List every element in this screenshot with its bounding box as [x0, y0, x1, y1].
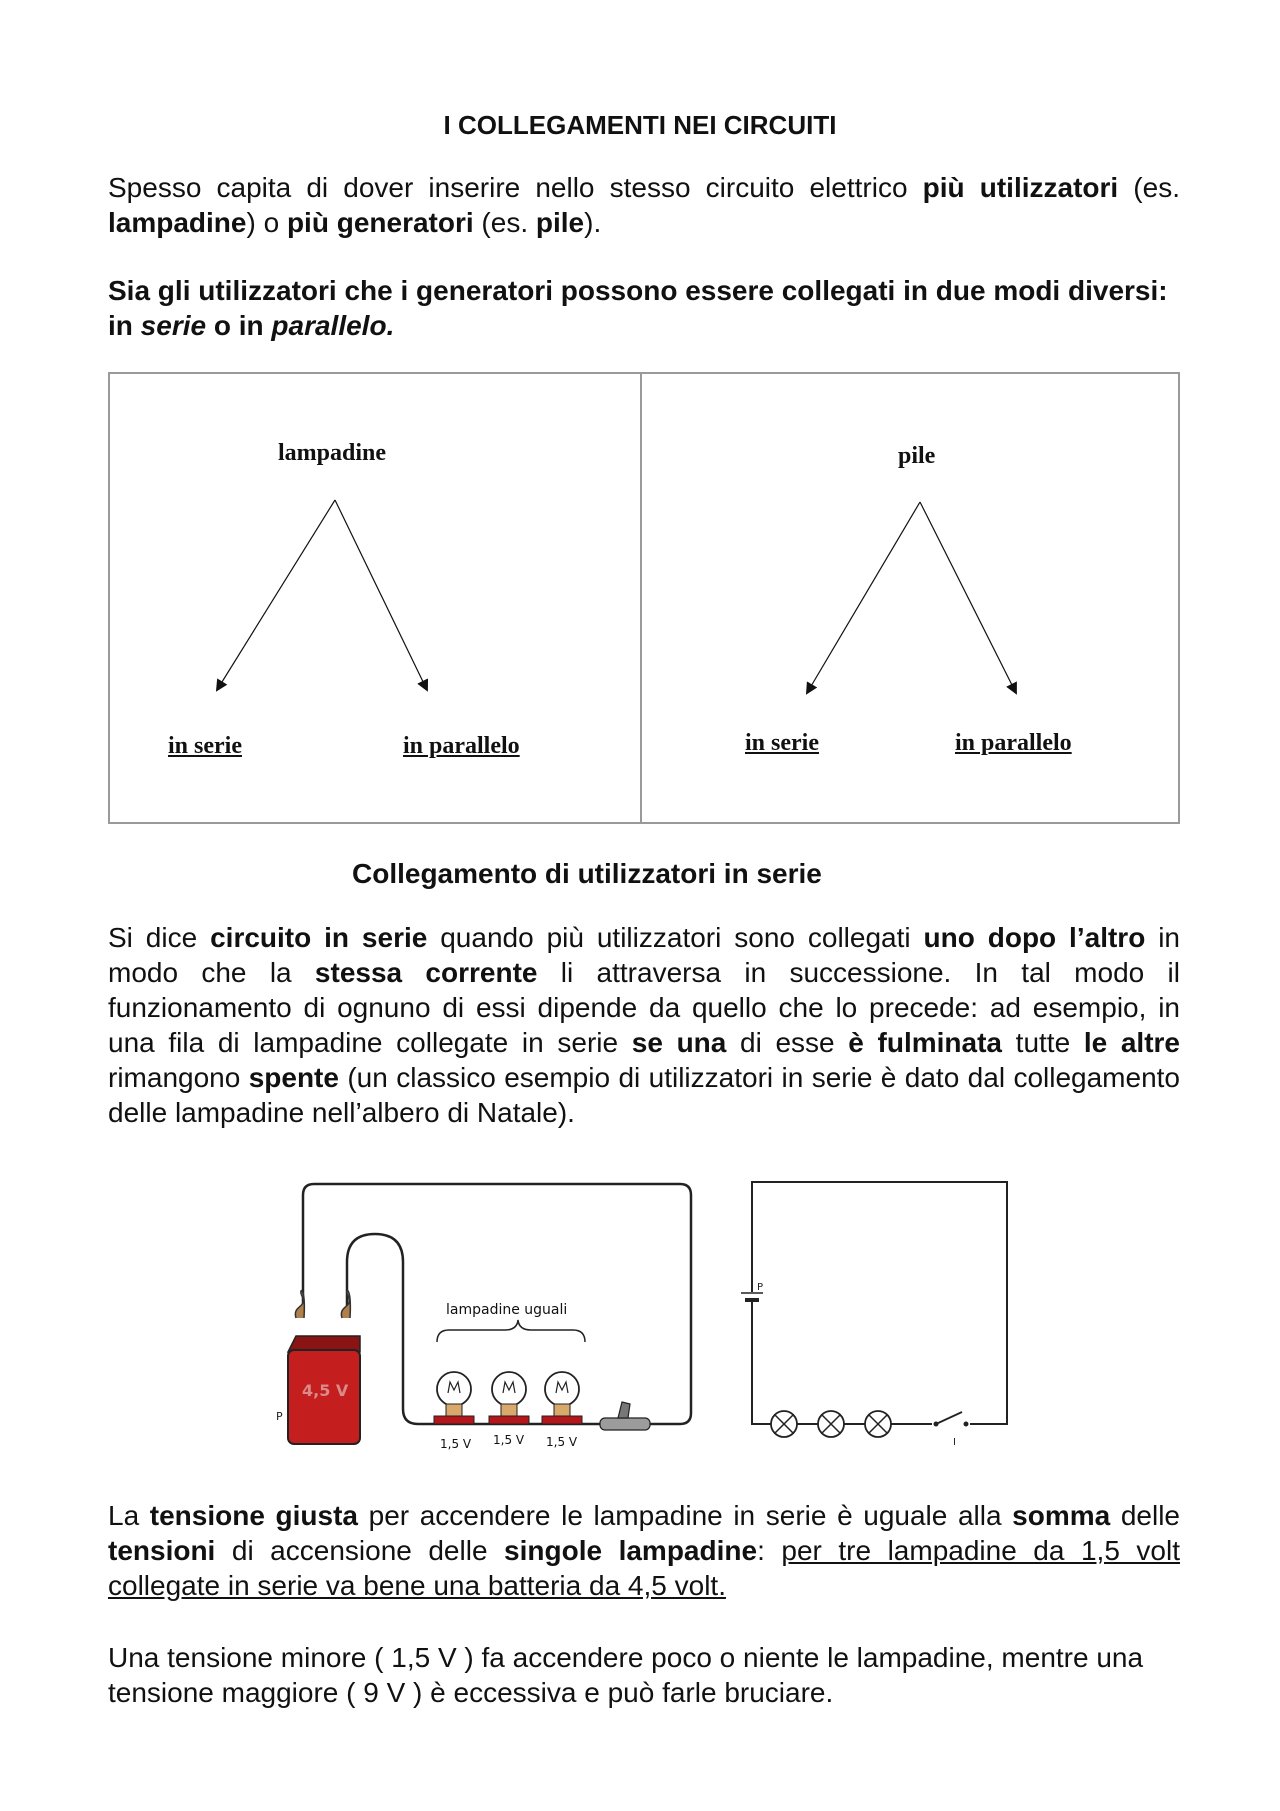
series-text: rimangono	[108, 1062, 249, 1093]
intro-bold: lampadine	[108, 207, 247, 238]
series-bold: stessa corrente	[314, 957, 538, 988]
voltage-paragraph	[108, 1498, 1180, 1603]
schematic-lamp-2	[818, 1411, 844, 1437]
battery-voltage-label: 4,5 V	[302, 1381, 349, 1400]
series-bold: spente	[248, 1062, 339, 1093]
bulbs-label: lampadine uguali	[446, 1302, 568, 1318]
schematic-lamp-3	[865, 1411, 891, 1437]
modes-italic: parallelo.	[271, 310, 395, 341]
schematic-battery-mark: P	[757, 1282, 764, 1293]
intro-text: (es.	[1118, 172, 1180, 203]
schematic-lamp-1	[771, 1411, 797, 1437]
schematic-circuit	[752, 1182, 1007, 1424]
intro-text: (es.	[473, 207, 536, 238]
schematic-battery-symbol	[741, 1292, 763, 1301]
series-text: quando più utilizzatori sono collegati	[427, 922, 924, 953]
series-bold: è fulminata	[848, 1027, 1002, 1058]
series-bold: uno dopo l’altro	[923, 922, 1146, 953]
pile-series-label: in serie	[745, 730, 819, 756]
series-heading: Collegamento di utilizzatori in serie	[352, 858, 822, 889]
intro-bold: più generatori	[286, 207, 474, 238]
bulb-2-voltage: 1,5 V	[493, 1433, 525, 1447]
voltage-bold: tensioni	[108, 1535, 216, 1566]
modes-italic: serie	[140, 310, 207, 341]
intro-text: ).	[584, 207, 602, 238]
lampadine-heading: lampadine	[278, 440, 387, 466]
closing-paragraph: Una tensione minore ( 1,5 V ) fa accendere poco o niente le lampadine, mentre una tensione maggiore ( 9 V ) è eccessiva e può farle bruciare.	[108, 1642, 1144, 1708]
voltage-text: delle	[1110, 1500, 1180, 1531]
series-text: in modo che la	[108, 922, 1180, 988]
schematic-switch-symbol	[932, 1412, 970, 1428]
battery-mark: P	[276, 1410, 283, 1423]
intro-text: ) o	[246, 207, 287, 238]
series-text: li attraversa in successione. In tal modo il funzionamento di ognuno di essi dipende da quello che lo precede: ad esempio, in una fila di lampadine collegate in serie	[108, 957, 1180, 1058]
pile-heading: pile	[898, 443, 936, 469]
bulb-3-voltage: 1,5 V	[546, 1435, 578, 1449]
intro-bold: più utilizzatori	[922, 172, 1119, 203]
voltage-text: :	[757, 1535, 782, 1566]
voltage-text: La	[108, 1500, 150, 1531]
battery-terminal-left	[295, 1290, 304, 1318]
bulb-3	[542, 1372, 582, 1424]
voltage-underlined: per tre lampadine da 1,5 volt collegate in serie va bene una batteria da 4,5 volt.	[108, 1535, 1180, 1601]
voltage-bold: somma	[1012, 1500, 1111, 1531]
intro-bold: pile	[535, 207, 585, 238]
page-title: I COLLEGAMENTI NEI CIRCUITI	[443, 110, 837, 140]
lampadine-parallel-label: in parallelo	[403, 733, 520, 759]
pile-parallel-label: in parallelo	[955, 730, 1072, 756]
switch	[600, 1402, 650, 1430]
series-bold: circuito in serie	[210, 922, 428, 953]
bulbs-brace	[437, 1320, 585, 1342]
bulb-1-voltage: 1,5 V	[440, 1437, 472, 1451]
schematic-switch-mark: I	[953, 1437, 956, 1448]
voltage-text: per accendere le lampadine in serie è uguale alla	[358, 1500, 1013, 1531]
modes-text: Sia gli utilizzatori che i generatori possono essere collegati in due modi diversi: in	[108, 275, 1168, 341]
bulb-2	[489, 1372, 529, 1424]
lampadine-series-label: in serie	[168, 733, 242, 759]
voltage-bold: tensione giusta	[149, 1500, 358, 1531]
series-text: di esse	[726, 1027, 849, 1058]
modes-text: o in	[206, 310, 272, 341]
series-text: Si dice	[108, 922, 211, 953]
voltage-bold: singole lampadine	[504, 1535, 758, 1566]
series-bold: se una	[631, 1027, 727, 1058]
voltage-text: di accensione delle	[215, 1535, 505, 1566]
series-bold: le altre	[1083, 1027, 1180, 1058]
bulb-1	[434, 1372, 474, 1424]
series-text: tutte	[1002, 1027, 1084, 1058]
intro-text: Spesso capita di dover inserire nello stesso circuito elettrico	[108, 172, 923, 203]
series-text: (un classico esempio di utilizzatori in serie è dato dal collegamento delle lampadine nell’albero di Natale).	[108, 1062, 1180, 1128]
